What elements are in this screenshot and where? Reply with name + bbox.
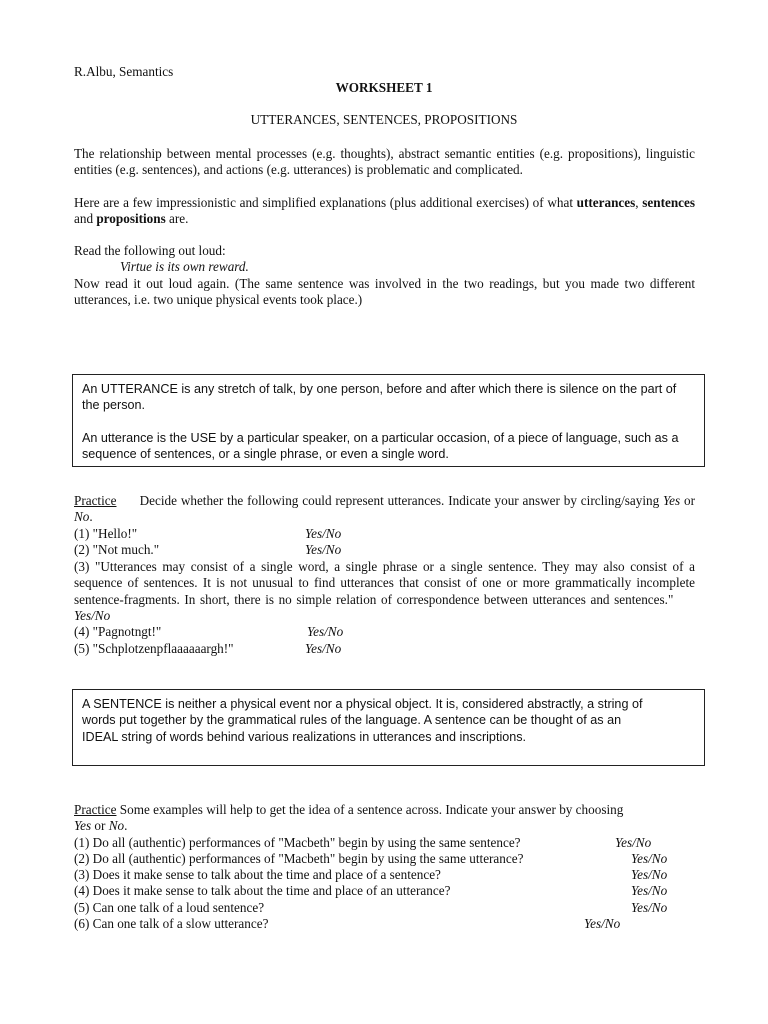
read-instruction: Read the following out loud: xyxy=(74,243,226,258)
practice-2-item: (4) Does it make sense to talk about the time and place of an utterance? xyxy=(74,883,451,898)
practice-2-item: (5) Can one talk of a loud sentence? xyxy=(74,900,265,915)
practice-2-item: (2) Do all (authentic) performances of "Macbeth" begin by using the same utterance? xyxy=(74,851,524,866)
practice-1-intro: Practice Decide whether the following could represent utterances. Indicate your answer by circling/saying Yes or No. xyxy=(74,493,695,525)
practice-1-item: (3) "Utterances may consist of a single word, a single phrase or a single sentence. They may also consist of a sequence of sentences. It is not unusual to find utterances that consist of one or more grammatically incomplete sentence-fragments. In short, there is no simple relation of correspondence between utterances and sentences." Yes/No xyxy=(74,559,695,623)
answer-choice[interactable]: Yes/No xyxy=(615,835,652,850)
answer-choice[interactable]: Yes/No xyxy=(631,851,668,866)
intro-paragraph-3: Now read it out loud again. (The same sentence was involved in the two readings, but you made two different utterances, i.e. two unique physical events took place.) xyxy=(74,276,695,308)
answer-choice[interactable]: Yes/No xyxy=(631,883,668,898)
answer-choice[interactable]: Yes/No xyxy=(631,867,668,882)
utterance-definition-2: An utterance is the USE by a particular speaker, on a particular occasion, of a piece of language, such as a sequence of sentences, or a single phrase, or even a single word. xyxy=(82,430,679,462)
sentence-definition-line-1: A SENTENCE is neither a physical event nor a physical object. It is, considered abstractly, a string of xyxy=(82,697,643,711)
practice-1-item: (1) "Hello!" xyxy=(74,526,138,541)
sentence-definition-line-3: IDEAL string of words behind various realizations in utterances and inscriptions. xyxy=(82,729,527,744)
practice-1-item: (2) "Not much." xyxy=(74,542,160,557)
answer-choice[interactable]: Yes/No xyxy=(305,641,342,656)
utterance-definition-box xyxy=(72,374,705,467)
intro-paragraph-1: The relationship between mental processes (e.g. thoughts), abstract semantic entities (e.g. propositions), linguistic entities (e.g. sentences), and actions (e.g. utterances) is problematic and complicated. xyxy=(74,146,695,178)
practice-2-item: (1) Do all (authentic) performances of "Macbeth" begin by using the same sentence? xyxy=(74,835,521,850)
sentence-definition-box xyxy=(72,689,705,766)
answer-choice[interactable]: Yes/No xyxy=(74,607,111,623)
intro-paragraph-2: Here are a few impressionistic and simplified explanations (plus additional exercises) of what utterances, sentences and propositions are. xyxy=(74,195,695,227)
worksheet-title: WORKSHEET 1 xyxy=(335,80,433,95)
worksheet-subtitle: UTTERANCES, SENTENCES, PROPOSITIONS xyxy=(250,112,518,127)
sentence-definition-line-2: words put together by the grammatical rules of the language. A sentence can be thought of as an xyxy=(82,713,622,728)
practice-2-item: (3) Does it make sense to talk about the time and place of a sentence? xyxy=(74,867,441,882)
author-line: R.Albu, Semantics xyxy=(74,64,174,79)
utterance-definition-1: An UTTERANCE is any stretch of talk, by one person, before and after which there is silence on the part of the person. xyxy=(82,382,677,413)
practice-1-item: (4) "Pagnotngt!" xyxy=(74,624,162,639)
practice-2-intro: Practice Some examples will help to get the idea of a sentence across. Indicate your answer by choosing xyxy=(74,802,624,817)
answer-choice[interactable]: Yes/No xyxy=(584,916,621,931)
answer-choice[interactable]: Yes/No xyxy=(307,624,344,639)
practice-1-item: (5) "Schplotzenpflaaaaaargh!" xyxy=(74,641,234,656)
answer-choice[interactable]: Yes/No xyxy=(631,900,668,915)
practice-2-intro-cont: Yes or No. xyxy=(74,818,128,833)
example-sentence: Virtue is its own reward. xyxy=(120,259,249,274)
answer-choice[interactable]: Yes/No xyxy=(305,526,342,541)
practice-2-item: (6) Can one talk of a slow utterance? xyxy=(74,916,269,931)
answer-choice[interactable]: Yes/No xyxy=(305,542,342,557)
